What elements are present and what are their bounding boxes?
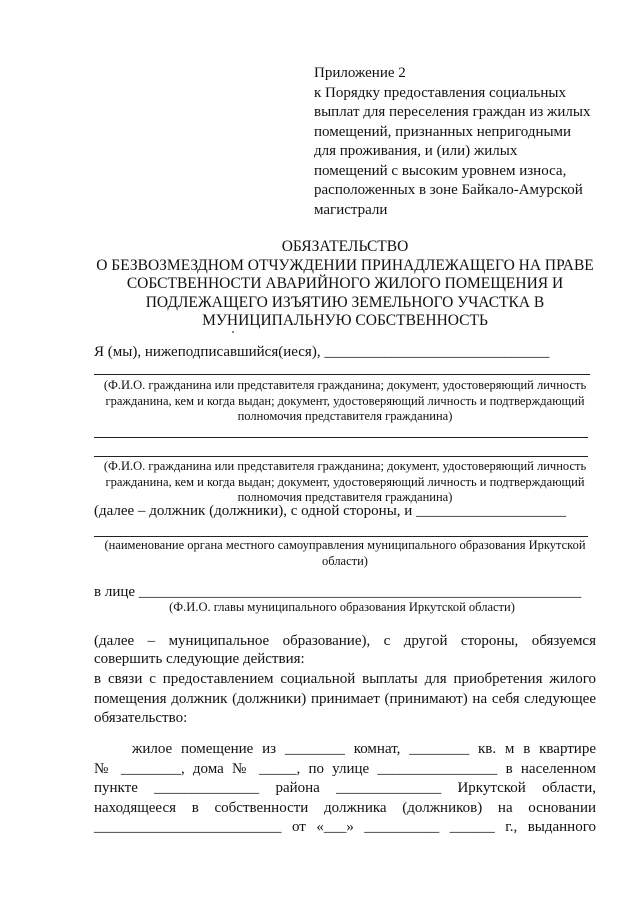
annex-line: помещений с высоким уровнем износа, <box>314 162 567 179</box>
document-title <box>0 238 640 331</box>
hint-head: (Ф.И.О. главы муниципального образования Иркутской области) <box>169 600 515 614</box>
blank-line <box>94 456 588 457</box>
title-line: ПОДЛЕЖАЩЕГО ИЗЪЯТИЮ ЗЕМЕЛЬНОГО УЧАСТКА В <box>145 293 545 311</box>
annex-line: помещений, признанных непригодными <box>314 123 572 140</box>
hint-citizen-1: (Ф.И.О. гражданина или представителя гражданина; документ, удостоверяющий личность гражданина, кем и когда выдан; документ, удостоверяющий личность и подтверждающий полномочия представителя гражданина) <box>103 378 587 423</box>
paragraph-parties-cont: совершить следующие действия: <box>94 651 305 667</box>
annex-block <box>314 64 590 220</box>
debtor-line: (далее – должник (должники), с одной стороны, и ____________________ <box>94 503 567 519</box>
intro-line: Я (мы), нижеподписавшийся(иеся), ______________________________ <box>94 344 550 360</box>
in-person-line: в лице ___________________________________________________________ <box>94 584 582 600</box>
title-line: СОБСТВЕННОСТИ АВАРИЙНОГО ЖИЛОГО ПОМЕЩЕНИЯ И <box>126 275 564 293</box>
hint-citizen-2: (Ф.И.О. гражданина или представителя гражданина; документ, удостоверяющий личность гражданина, кем и когда выдан; документ, удостоверяющий личность и подтверждающий полномочия представителя гражданина) <box>103 459 587 504</box>
paragraph-parties: (далее – муниципальное образование), с другой стороны, обязуемся <box>94 633 596 649</box>
hint-municipality: (наименование органа местного самоуправления муниципального образования Иркутской области) <box>104 538 586 568</box>
annex-number: Приложение 2 <box>314 65 406 81</box>
annex-line: для проживания, и (или) жилых <box>314 143 518 159</box>
annex-line: магистрали <box>314 201 388 218</box>
title-line: МУНИЦИПАЛЬНУЮ СОБСТВЕННОСТЬ <box>202 312 488 330</box>
annex-line: расположенных в зоне Байкало-Амурской <box>314 182 583 198</box>
scan-speck <box>232 331 234 333</box>
paragraph-obligation: в связи с предоставлением социальной выплаты для приобретения жилого помещения должник (должники) принимает (принимают) на себя следующее обязательство: <box>94 671 596 726</box>
blank-line <box>94 437 588 438</box>
blank-line <box>94 536 588 537</box>
blank-line <box>94 374 590 375</box>
annex-line: к Порядку предоставления социальных <box>314 84 566 101</box>
paragraph-property: жилое помещение из ________ комнат, ________ кв. м в квартире № ________, дома № _____, по улице ________________ в населенном пункте ______________ района ______________ Иркутской области, находящееся в собственности должника (должников) на основании _________________________ от «___» __________ ______ г., выданного <box>94 741 596 835</box>
title-line: ОБЯЗАТЕЛЬСТВО <box>281 238 409 255</box>
annex-line: выплат для переселения граждан из жилых <box>314 104 591 120</box>
title-line: О БЕЗВОЗМЕЗДНОМ ОТЧУЖДЕНИИ ПРИНАДЛЕЖАЩЕГО НА ПРАВЕ <box>96 256 594 274</box>
